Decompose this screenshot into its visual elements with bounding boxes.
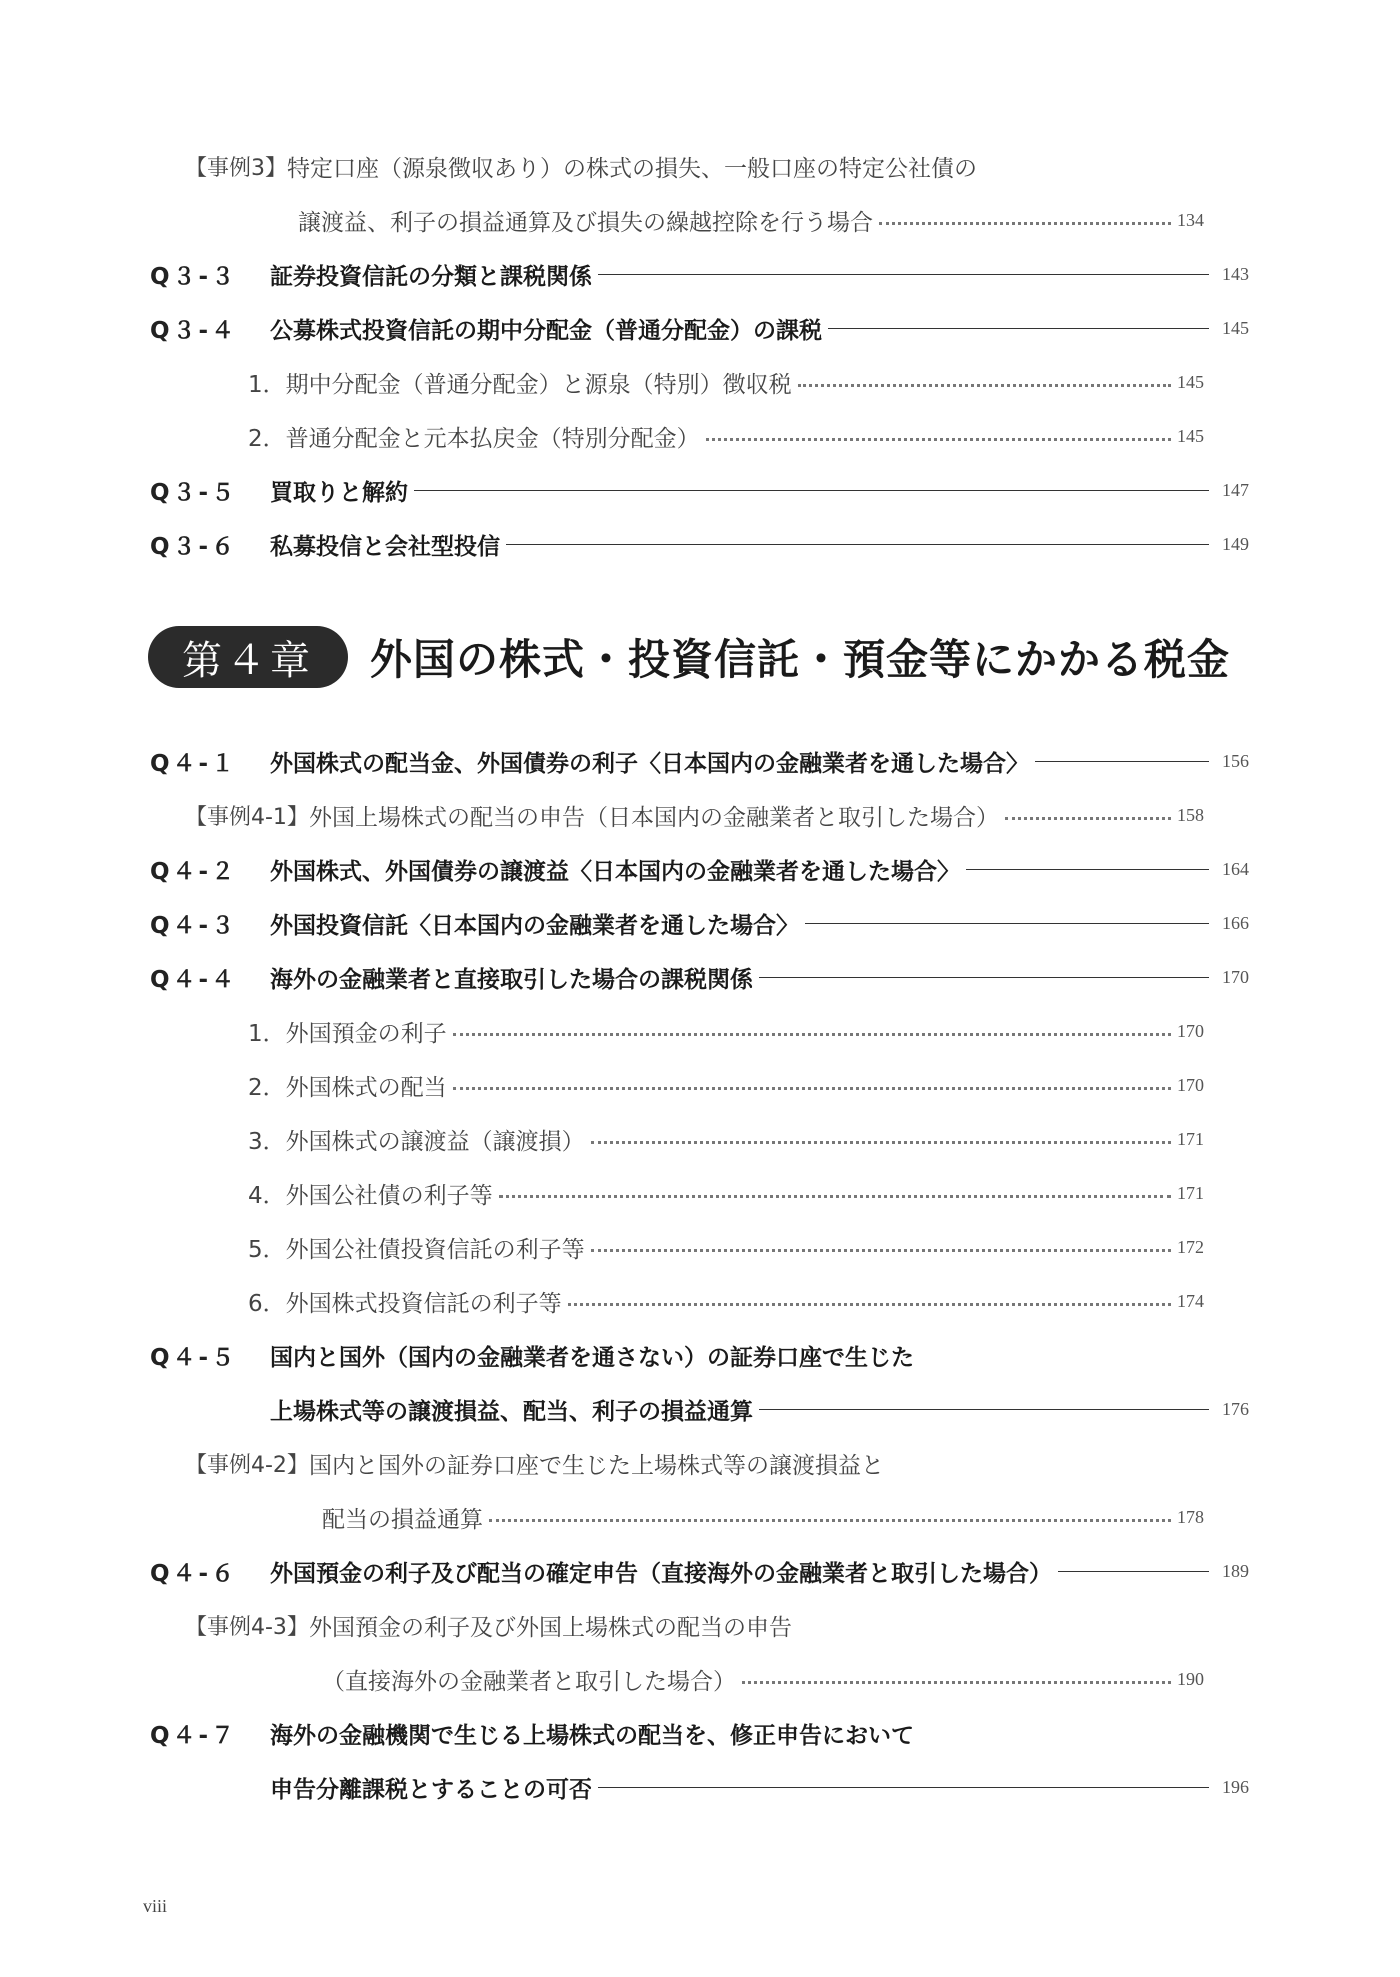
toc-subentry <box>0 1227 1400 1267</box>
chapter-badge: 第４章 <box>148 626 348 688</box>
dot-leader <box>453 1087 1171 1090</box>
question-number: Q３-３ <box>150 263 238 290</box>
example-title: 国内と国外の証券口座で生じた上場株式等の譲渡損益と <box>308 1452 884 1479</box>
dot-leader <box>706 438 1171 441</box>
toc-entry-q4-1 <box>0 741 1400 781</box>
example-4-3 <box>0 1605 1400 1645</box>
toc-subentry <box>0 1119 1400 1159</box>
chapter-title: 外国の株式・投資信託・預金等にかかる税金 <box>370 635 1231 684</box>
page-number: 145 <box>1177 425 1204 446</box>
subentry-title: 6．外国株式投資信託の利子等 <box>248 1290 562 1317</box>
example-title: 外国上場株式の配当の申告（日本国内の金融業者と取引した場合） <box>308 804 999 831</box>
example-3-line2 <box>0 200 1400 240</box>
toc-subentry <box>0 416 1400 456</box>
page-number: 171 <box>1177 1128 1204 1149</box>
dot-leader <box>798 384 1171 387</box>
toc-entry-q4-7 <box>0 1713 1400 1753</box>
question-number: Q４-３ <box>150 912 238 939</box>
question-number: Q３-４ <box>150 317 238 344</box>
toc-entry-q3-6 <box>0 524 1400 564</box>
page-number: 174 <box>1177 1290 1204 1311</box>
subentry-title: 2．外国株式の配当 <box>248 1074 447 1101</box>
line-leader <box>805 923 1209 924</box>
question-number: Q３-５ <box>150 479 238 506</box>
entry-title: 外国投資信託〈日本国内の金融業者を通した場合〉 <box>270 912 799 939</box>
example-title-cont: 配当の損益通算 <box>322 1506 483 1533</box>
question-number: Q４-５ <box>150 1344 238 1371</box>
dot-leader <box>568 1303 1171 1306</box>
example-title-cont: 譲渡益、利子の損益通算及び損失の繰越控除を行う場合 <box>298 209 873 236</box>
page-number: 196 <box>1222 1777 1249 1797</box>
dot-leader <box>453 1033 1171 1036</box>
entry-title-cont: 上場株式等の譲渡損益、配当、利子の損益通算 <box>270 1398 753 1425</box>
toc-subentry <box>0 1173 1400 1213</box>
dot-leader <box>879 222 1171 225</box>
dot-leader <box>742 1681 1171 1684</box>
dot-leader <box>591 1249 1171 1252</box>
entry-title: 買取りと解約 <box>270 479 408 506</box>
example-4-1 <box>0 795 1400 835</box>
dot-leader <box>591 1141 1171 1144</box>
subentry-title: 5．外国公社債投資信託の利子等 <box>248 1236 585 1263</box>
example-label: 【事例3】 <box>185 155 287 181</box>
subentry-title: 4．外国公社債の利子等 <box>248 1182 493 1209</box>
entry-title: 海外の金融機関で生じる上場株式の配当を、修正申告において <box>270 1722 914 1749</box>
toc-entry-q4-3 <box>0 903 1400 943</box>
subentry-title: 3．外国株式の譲渡益（譲渡損） <box>248 1128 585 1155</box>
line-leader <box>1058 1571 1209 1572</box>
example-4-2-cont <box>0 1497 1400 1537</box>
subentry-title: 1．期中分配金（普通分配金）と源泉（特別）徴収税 <box>248 371 792 398</box>
toc-subentry <box>0 1281 1400 1321</box>
page-number: 166 <box>1222 913 1249 933</box>
entry-title: 国内と国外（国内の金融業者を通さない）の証券口座で生じた <box>270 1344 914 1371</box>
question-number: Q４-１ <box>150 750 238 777</box>
page-number: 176 <box>1222 1399 1249 1419</box>
toc-entry-q3-4 <box>0 308 1400 348</box>
page-number: 190 <box>1177 1668 1204 1689</box>
question-number: Q４-４ <box>150 966 238 993</box>
example-3-line1 <box>0 146 1400 186</box>
line-leader <box>598 1787 1209 1788</box>
entry-title: 外国株式、外国債券の譲渡益〈日本国内の金融業者を通した場合〉 <box>270 858 960 885</box>
page-folio: viii <box>143 1896 168 1916</box>
page-number: 158 <box>1177 804 1204 825</box>
entry-title-cont: 申告分離課税とすることの可否 <box>270 1776 592 1803</box>
example-4-2 <box>0 1443 1400 1483</box>
toc-subentry <box>0 362 1400 402</box>
page-number: 145 <box>1222 318 1249 338</box>
dot-leader <box>499 1195 1171 1198</box>
line-leader <box>506 544 1209 545</box>
line-leader <box>598 274 1209 275</box>
example-title: 特定口座（源泉徴収あり）の株式の損失、一般口座の特定公社債の <box>287 155 977 182</box>
line-leader <box>414 490 1209 491</box>
toc-subentry <box>0 1065 1400 1105</box>
page-number: 189 <box>1222 1561 1249 1581</box>
toc-entry-q4-6 <box>0 1551 1400 1591</box>
question-number: Q３-６ <box>150 533 238 560</box>
line-leader <box>759 977 1209 978</box>
page-number: 170 <box>1177 1020 1204 1041</box>
page-number: 164 <box>1222 859 1249 879</box>
example-label: 【事例4-3】 <box>185 1614 309 1640</box>
example-4-3-cont <box>0 1659 1400 1699</box>
line-leader <box>1035 761 1209 762</box>
chapter-heading <box>148 625 1230 689</box>
question-number: Q４-６ <box>150 1560 238 1587</box>
entry-title: 公募株式投資信託の期中分配金（普通分配金）の課税 <box>270 317 822 344</box>
entry-title: 証券投資信託の分類と課税関係 <box>270 263 592 290</box>
page-number: 156 <box>1222 751 1249 771</box>
entry-title: 海外の金融業者と直接取引した場合の課税関係 <box>270 966 753 993</box>
entry-title: 私募投信と会社型投信 <box>270 533 500 560</box>
page-number: 170 <box>1177 1074 1204 1095</box>
page-number: 171 <box>1177 1182 1204 1203</box>
page-number: 170 <box>1222 967 1249 987</box>
page-number: 172 <box>1177 1236 1204 1257</box>
page-number: 149 <box>1222 534 1249 554</box>
toc-entry-q4-7-cont <box>0 1767 1400 1807</box>
page-number: 145 <box>1177 371 1204 392</box>
toc-entry-q4-5 <box>0 1335 1400 1375</box>
page-number: 134 <box>1177 209 1204 230</box>
entry-title: 外国株式の配当金、外国債券の利子〈日本国内の金融業者を通した場合〉 <box>270 750 1029 777</box>
line-leader <box>759 1409 1209 1410</box>
toc-entry-q4-4 <box>0 957 1400 997</box>
toc-entry-q4-2 <box>0 849 1400 889</box>
page-number: 143 <box>1222 264 1249 284</box>
entry-title: 外国預金の利子及び配当の確定申告（直接海外の金融業者と取引した場合） <box>270 1560 1052 1587</box>
toc-entry-q3-3 <box>0 254 1400 294</box>
dot-leader <box>489 1519 1171 1522</box>
example-title: 外国預金の利子及び外国上場株式の配当の申告 <box>308 1614 792 1641</box>
page-number: 147 <box>1222 480 1249 500</box>
question-number: Q４-２ <box>150 858 238 885</box>
line-leader <box>966 869 1209 870</box>
dot-leader <box>1005 817 1171 820</box>
line-leader <box>828 328 1209 329</box>
page-number: 178 <box>1177 1506 1204 1527</box>
toc-entry-q3-5 <box>0 470 1400 510</box>
toc-entry-q4-5-cont <box>0 1389 1400 1429</box>
toc-subentry <box>0 1011 1400 1051</box>
subentry-title: 2．普通分配金と元本払戻金（特別分配金） <box>248 425 700 452</box>
subentry-title: 1．外国預金の利子 <box>248 1020 447 1047</box>
example-title-cont: （直接海外の金融業者と取引した場合） <box>322 1668 736 1695</box>
example-label: 【事例4-1】 <box>185 804 309 830</box>
question-number: Q４-７ <box>150 1722 238 1749</box>
example-label: 【事例4-2】 <box>185 1452 309 1478</box>
